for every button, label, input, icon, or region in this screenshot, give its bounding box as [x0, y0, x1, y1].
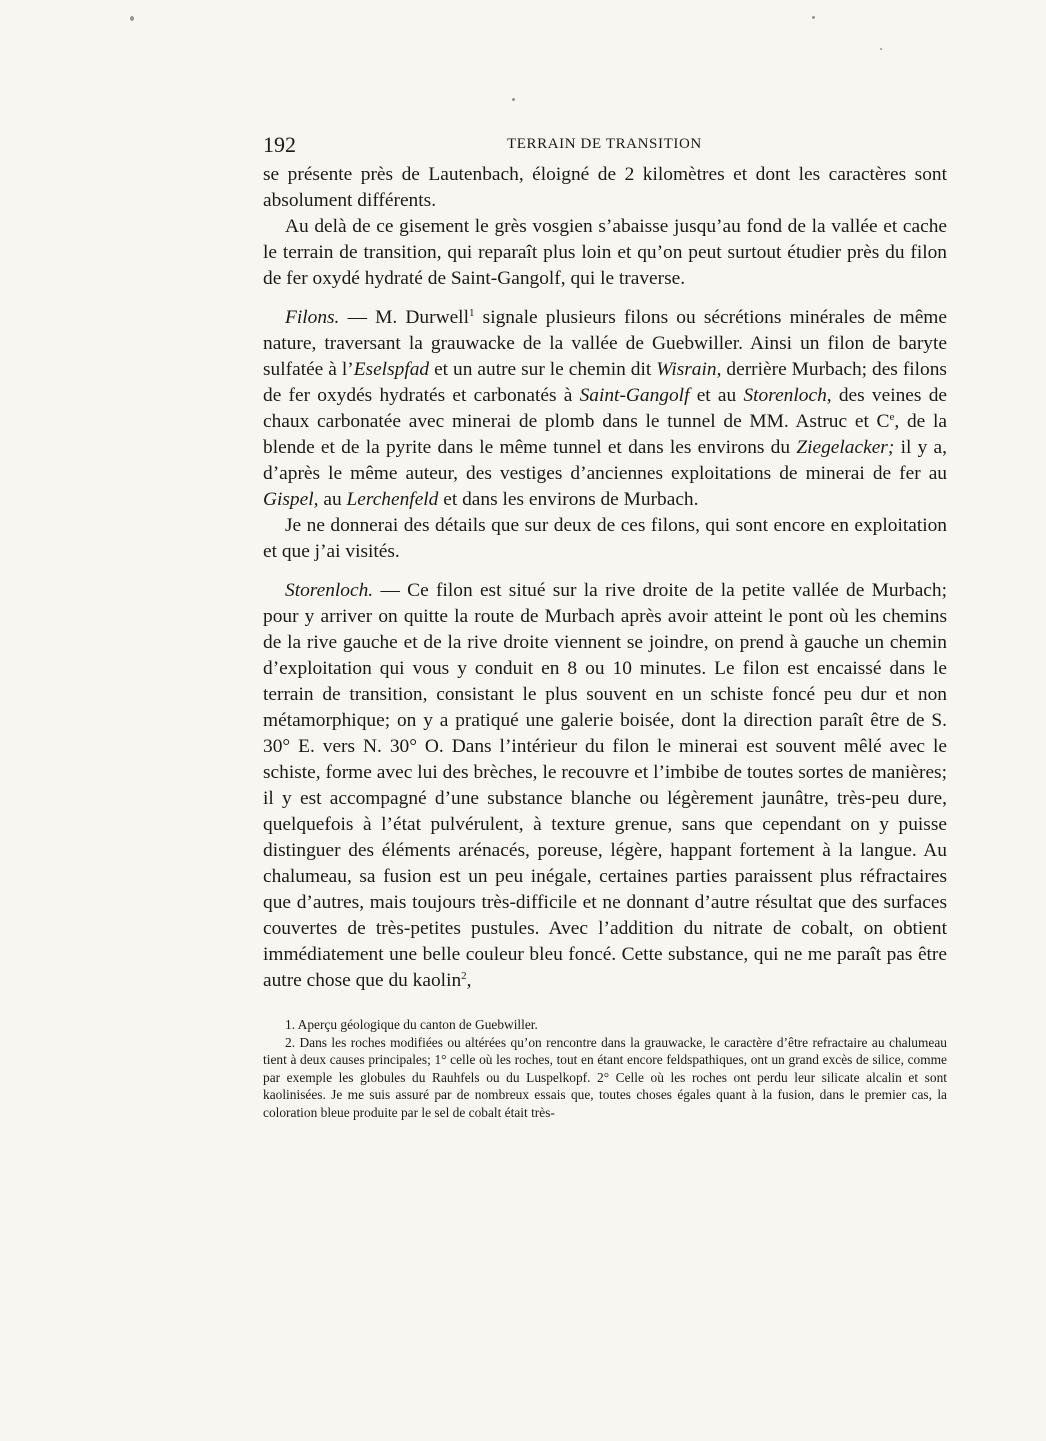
place-eselspfad: Eselspfad [353, 359, 430, 380]
place-wisrain: Wisrain [656, 359, 717, 380]
paper-speck [512, 98, 515, 101]
paper-speck [880, 48, 882, 50]
place-gispel: Gispel, [263, 489, 319, 510]
place-lerchenfeld: Lerchenfeld [346, 489, 439, 510]
paragraph-continuation: se présente près de Lautenbach, éloigné de 2 kilomètres et dont les caractères sont absolument différents. [263, 164, 947, 211]
section-heading-storenloch: Storenloch. [285, 580, 374, 601]
footnote-ref-2: 2 [461, 970, 467, 982]
footnote-2: 2. Dans les roches modifiées ou altérées qu’on rencontre dans la grauwacke, le caractère d’être refractaire au chalumeau tient à deux causes principales; 1° celle où les roches, tout en étant encore feldspathiques, ont un grand excès de silice, comme par exemple les globules du Rauhfels ou du Luspelkopf. 2° Celle où les roches ont perdu leur silicate alcalin et sont kaolinisées. Je me suis assuré par de nombreux essais que, toutes choses égales quant à la fusion, dans le premier cas, la coloration bleue produite par le sel de cobalt était très- [263, 1034, 947, 1120]
footnotes [263, 1016, 947, 1121]
superscript-e: e [889, 411, 895, 423]
page [263, 132, 947, 1121]
paragraph-details: Je ne donnerai des détails que sur deux de ces filons, qui sont encore en exploitation et que j’ai visités. [263, 515, 947, 562]
paragraph-filons: Filons. — M. Durwell$^1$ signale plusieurs filons ou sécrétions minérales de même nature, traversant la grauwacke de la vallée de Guebwiller. Ainsi un filon de baryte sulfatée à l’Eselspfad et un autre sur le chemin dit Wisrain, derrière Murbach; des filons de fer oxydés hydratés et carbonatés à Saint-Gangolf et au Storenloch, des veines de chaux carbonatée avec minerai de plomb dans le tunnel de MM. Astruc et Ce, de la blende et de la pyrite dans le même tunnel et dans les environs du Ziegelacker; il y a, d’après le même auteur, des vestiges d’anciennes exploitations de minerai de fer au Gispel, au Lerchenfeld et dans les environs de Murbach. [263, 307, 948, 510]
place-saint-gangolf: Saint-Gangolf [579, 385, 690, 406]
paper-speck [130, 16, 134, 21]
section-heading-filons: Filons. [285, 307, 340, 328]
place-ziegelacker: Ziegelacker; [796, 437, 895, 458]
paragraph-gres-vosgien: Au delà de ce gisement le grès vosgien s’abaisse jusqu’au fond de la vallée et cache le terrain de transition, qui reparaît plus loin et qu’on peut surtout étudier près du filon de fer oxydé hydraté de Saint-Gangolf, qui le traverse. [263, 216, 947, 289]
running-head [263, 132, 947, 162]
paper-speck [812, 16, 815, 19]
page-number: 192 [263, 132, 296, 157]
body-text [263, 162, 947, 994]
place-storenloch: Storenloch [743, 385, 827, 406]
footnote-ref-1: 1 [468, 307, 475, 319]
paragraph-storenloch: Storenloch. — Ce filon est situé sur la rive droite de la petite vallée de Murbach; pour y arriver on quitte la route de Murbach après avoir atteint le pont où les chemins de la rive gauche et de la rive droite viennent se joindre, on prend à gauche un chemin d’exploitation qui vous y conduit en 8 ou 10 minutes. Le filon est encaissé dans le terrain de transition, consistant le plus souvent en un schiste foncé peu dur et non métamorphique; on y a pratiqué une galerie boisée, dont la direction paraît être de S. 30° E. vers N. 30° O. Dans l’intérieur du filon le minerai est souvent mêlé avec le schiste, forme avec lui des brèches, le recouvre et l’imbibe de toutes sortes de manières; il y est accompagné d’une substance blanche ou légèrement jaunâtre, très-peu dure, quelquefois à l’état pulvérulent, à texture grenue, sans que cependant on y puisse distinguer des éléments arénacés, poreuse, légère, happant fortement à la langue. Au chalumeau, sa fusion est un peu inégale, certaines parties paraissent plus réfractaires que d’autres, mais toujours très-difficile et ne donnant d’autre résultat que des surfaces couvertes de très-petites pustules. Avec l’addition du nitrate de cobalt, on obtient immédiatement une belle couleur bleu foncé. Cette substance, qui ne me paraît pas être autre chose que du kaolin$^2$, [263, 580, 947, 991]
footnote-1: 1. Aperçu géologique du canton de Guebwiller. [285, 1017, 538, 1032]
running-title: TERRAIN DE TRANSITION [507, 136, 702, 152]
